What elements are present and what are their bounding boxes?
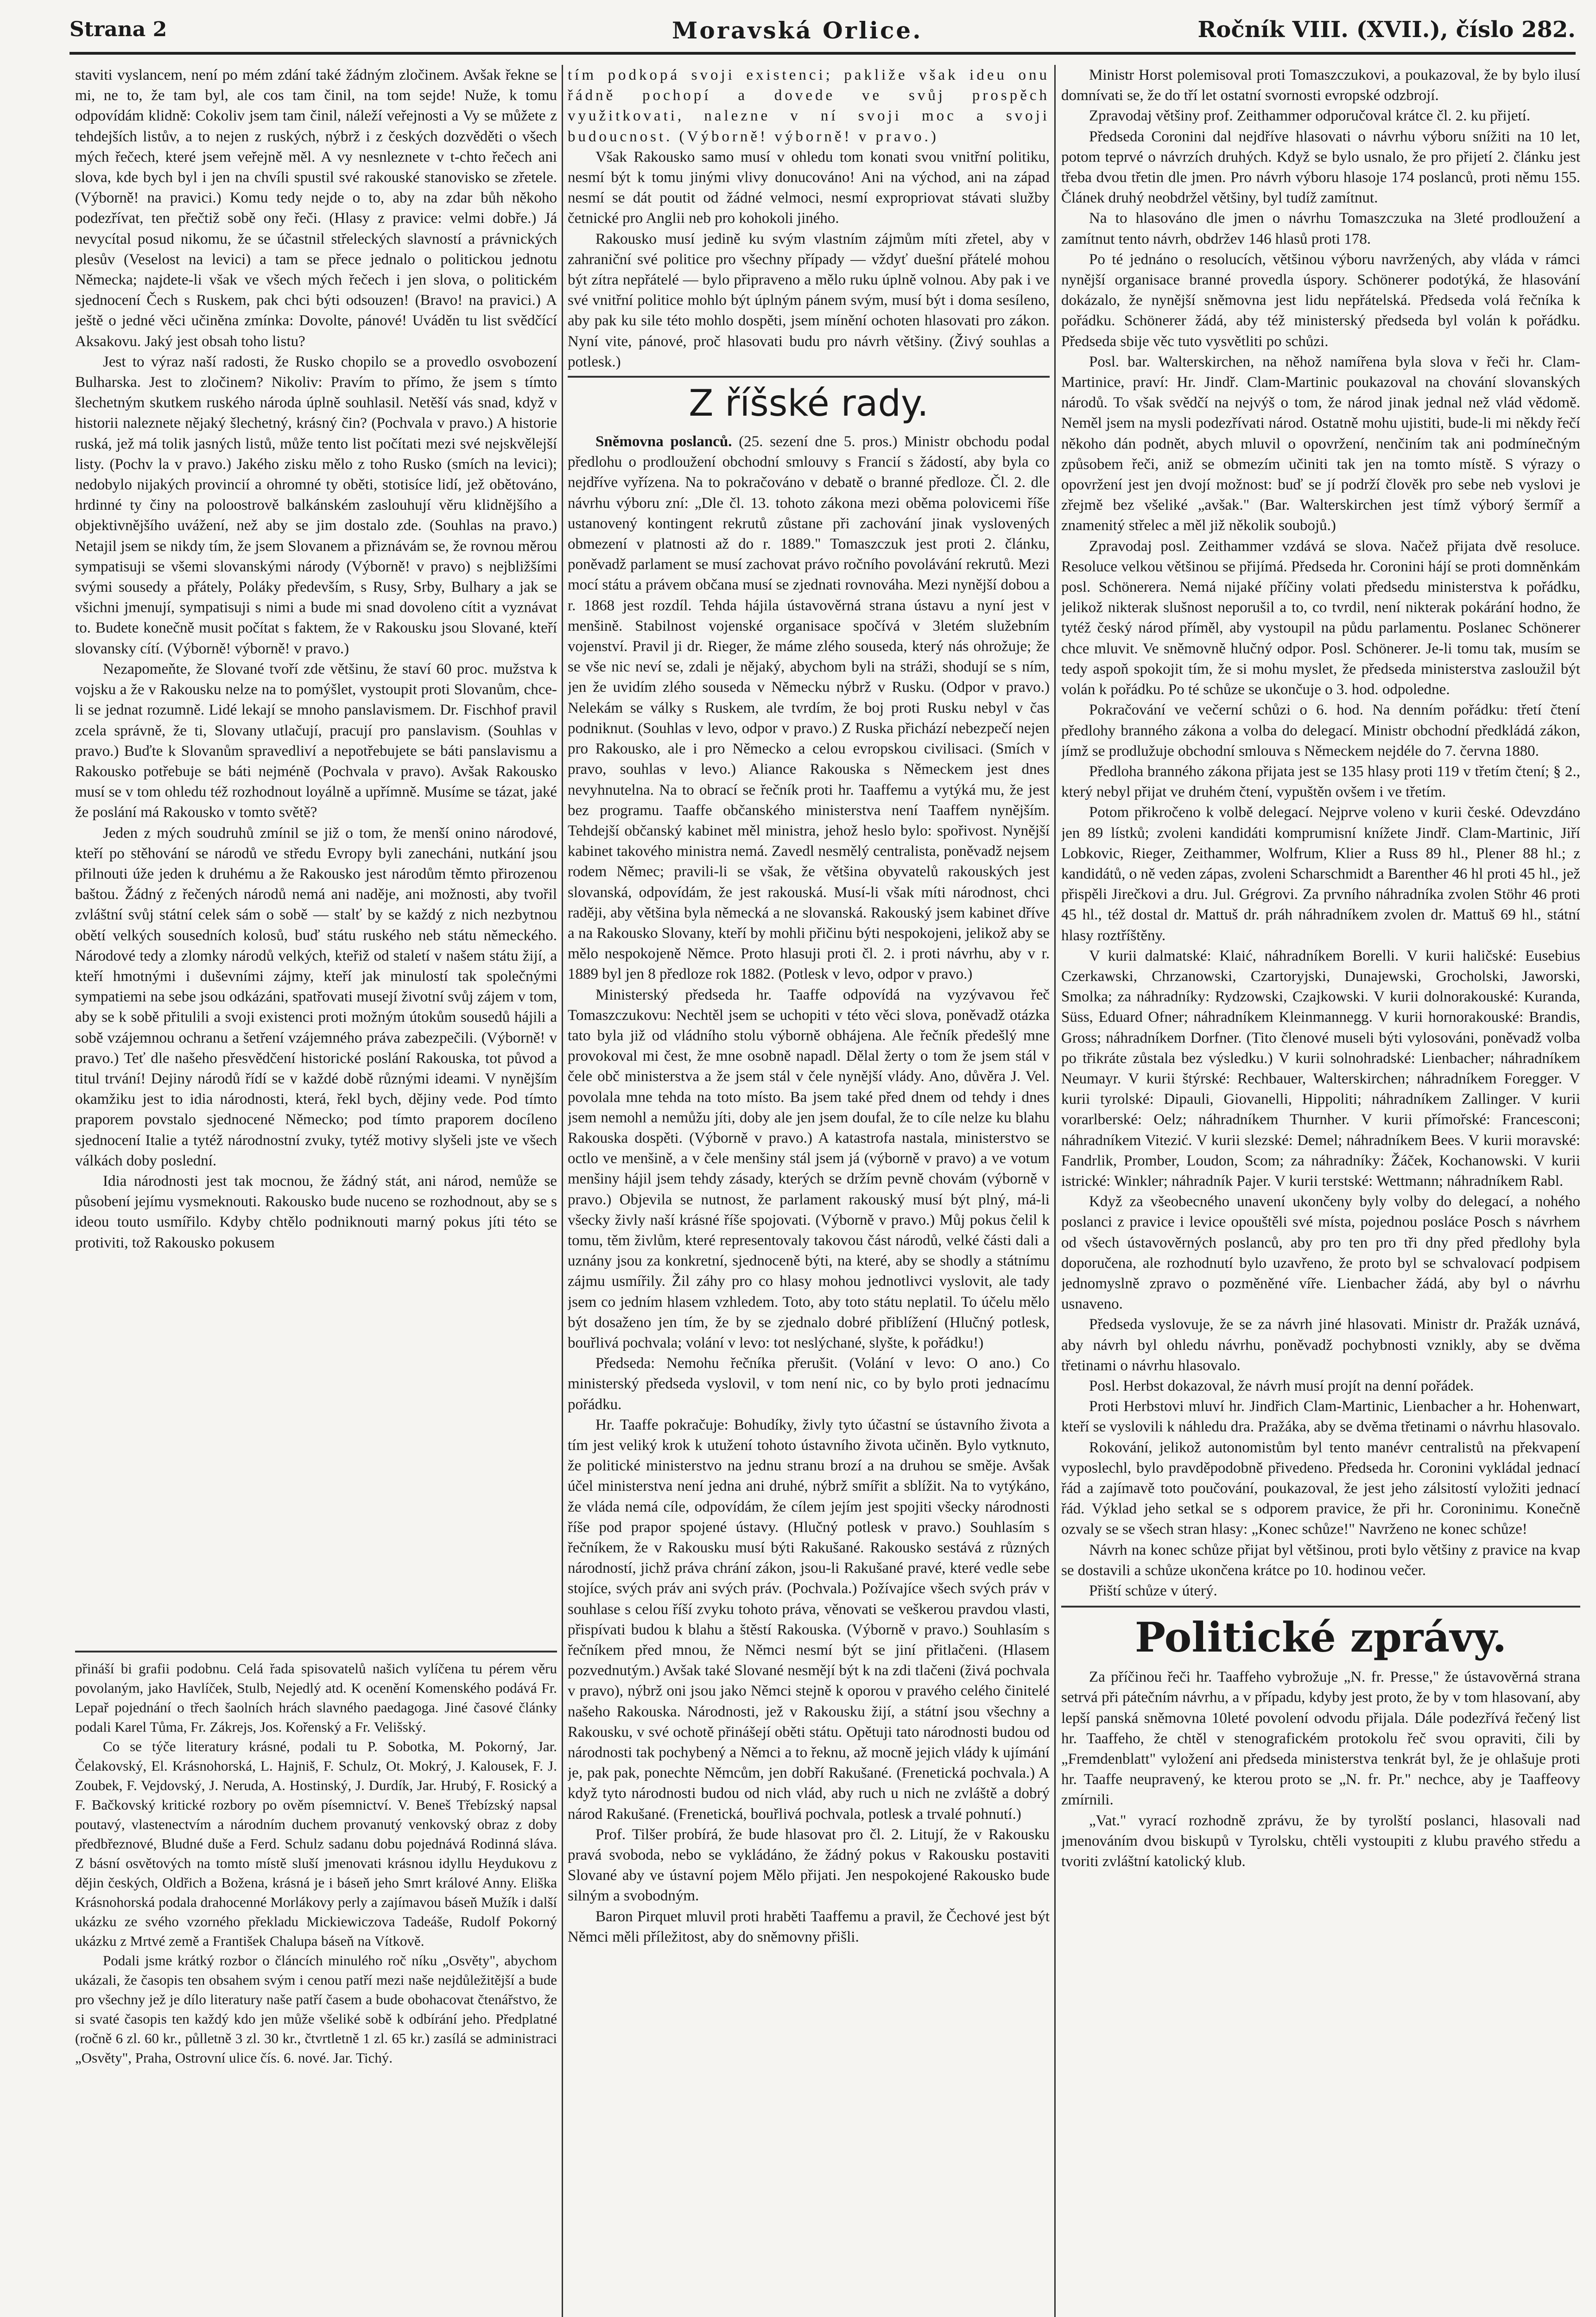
paragraph: Posl. Herbst dokazoval, že návrh musí projít na denní pořádek. <box>1089 1378 1474 1394</box>
paragraph: Předseda: Nemohu řečníka přerušit. (Volání v levo: O ano.) Co ministerský předseda vyslovil, v tom není nic, co by bylo proti jednacímu pořádku. <box>568 1355 1050 1413</box>
paragraph: Zpravodaj posl. Zeithammer vzdává se slova. Načež přijata dvě resoluce. Resoluce velkou většinou se přijímá. Předseda hr. Coronini hájí se proti domněnkám posl. Schönerera. Nemá nijaké příčiny volati předsedu ministerstva k pořádku, jelikož nikterak slušnost neporušil a to, co tvrdil, není nikterak pokárání hodno, že tytéž český národ příměl, aby vystoupil na půdu parlamentu. Poslanec Schönerer chce mluvit. Ve sněmovně hlučný odpor. Posl. Schönerer. Je-li tomu tak, musím se tedy aspoň spokojit tím, že si mohu myslet, že předseda ministerstva zasloužil být volán k pořádku. Po té schůze se ukončuje o 3. hod. odpoledne. <box>1061 538 1580 698</box>
paragraph: (25. sezení dne 5. pros.) Ministr obchodu podal předlohu o prodloužení obchodní smlouvy s Francií s žádostí, aby byla co nejdříve vyřízena. Na to pokračováno v debatě o branné předloze. Čl. 2. dle návrhu výboru zní: „Dle čl. 13. tohoto zákona mezi oběma polovicemi říše ustanovený kontingent rekrutů zůstane při zachování jinak vyslovených obmezení v platnosti až do r. 1889." Tomaszczuk jest proti 2. článku, poněvadž parlament se musí zachovat právo ročního povolávání rekrutů. Mezi mocí státu a právem občana musí se zjednati rovnováha. Mezi nynější dobou a r. 1868 jest rozdíl. Tehda hájila ústavověrná strana ústavu a nyní jest v menšině. Stabilnost vojenské organisace spočívá v 3letém služebním vojenství. Pravil ji dr. Rieger, že máme zlého souseda, který nás ohrožuje; že se vše nic neví se, zdali je nějaký, abychom byli na stráži, shodují se s ním, jen že uvidím zlého souseda v Německu nýbrž v Rusku. (Odpor v pravo.) Nelekám se války s Ruskem, ale tvrdím, že boj proti Rusku nebyl v čas podniknut. (Souhlas v levo, odpor v pravo.) Z Ruska přichází nebezpečí nejen pro Rakousko, ale i pro Německo a celou evropskou civilisaci. (Smích v pravo, souhlas v levo.) Aliance Rakouska s Německem jest dnes nevyhnutelna. Na to obrací se řečník proti hr. Taaffemu a vytýká mu, že jest bez programu. Taaffe občanského ministerstva není Taaffem nynějším. Tehdejší občanský kabinet měl ministra, jehož heslo bylo: spořivost. Nynější kabinet takového ministra nemá. Zavedl nesmělý centralista, poněvadž nejsem rodem Němec; pravili-li se však, že většina obyvatelů rakouských jest slovanská, odpovídám, že jest rakouská. Musí-li však míti národnost, chci raději, aby většina byla německá a ne slovanská. Rakouský jsem kabinet dříve a na Rakousko Slovany, kteří by mohli přičinu býti nespokojeni, jelikož aby se mělo nespokojeně Němce. Proto hlasuji proti čl. 2. i proti návrhu, aby v r. 1889 byl jen 8 předloze rok 1882. (Potlesk v levo, odpor v pravo.) <box>568 433 1050 983</box>
paragraph: Prof. Tilšer probírá, že bude hlasovat pro čl. 2. Litují, že v Rakousku pravá svoboda, nebo se vykládáno, že žádný pokus v Rakousku postaviti Slované aby ve ústavní pojem Mělo přijati. Jen nespokojené Rakousko bude silným a svobodným. <box>568 1826 1050 1905</box>
column-1-speech <box>75 65 557 1673</box>
paragraph: Ministr Horst polemisoval proti Tomaszczukovi, a poukazoval, že by bylo ilusí domnívati se, že do tří let ostatní svornosti evropské odzbrojí. <box>1061 67 1580 104</box>
paragraph: Podali jsme krátký rozbor o článcích minulého roč níku „Osvěty", abychom ukázali, že časopis ten obsahem svým i cenou patří mezi naše nejdůležitější a bude pro všechny jež je dílo literatury naše patří časem a bude obohacovat čtenářstvo, že si svaté časopis ten každý kdo jen může všeliké sobě k odbírání jeho. Předplatné (ročně 6 zl. 60 kr., půlletně 3 zl. 30 kr., čtvrtletně 1 zl. 65 kr.) zasílá se administraci „Osvěty", Praha, Ostrovní ulice čís. 6. nové. Jar. Tichý. <box>75 1952 557 2066</box>
paragraph: Za příčinou řeči hr. Taaffeho vybrožuje „N. fr. Presse," že ústavověrná strana setrvá při pátečním návrhu, a v případu, kdyby jest proto, že by v tom hlasovaní, aby lepší panská sněmovna 10leté povolení odvodu přijala. Dále podezřívá řečený list hr. Taaffeho, že chtěl v stenografickém protokolu řeč svou opraviti, čili by „Fremdenblatt" vyložení ani předseda ministerstva tenkrát byl, že je ohlašuje proti hr. Taaffe neupravený, ke kterou proto se „N. fr. Pr." nechce, aby je Taaffeovy zmírnili. <box>1061 1669 1580 1809</box>
paragraph: staviti vyslancem, není po mém zdání také žádným zločinem. Avšak řekne se mi, ne to, že tam byl, ale cos tam činil, na tom sejde! Nuže, k tomu odpovídám klidně: Cokoliv jsem tam činil, náleží veřejnosti a Vy se můžete z tehdejších listův, a to nejen z ruských, nýbrž i z českých dozvěděti o všech mých řečech, které jsem veřejně měl. A vy nesnleznete v t-chto řečech ani slova, kde bych byl i jen na chvíli spustil své rakouské stanovisko se zřetele. (Výborně! na pravici.) Komu tedy nejde o to, aby na zdar bůh někoho podezřívat, ten přečtiž sobě ony řeči. (Hlasy z pravice: velmi dobře.) Já nevycítal posud nikomu, že se účastnil střeleckých slavností a právnických plesův (Veselost na levici) a tam se přece jednalo o politickou jednotu Německa; najdete-li však ve všech mých řečech i jen slova, o politickém sjednocení Čech s Ruskem, pak chci býti odsouzen! (Bravo! na pravici.) A ještě o jedné věci učiněna zmínka: Dovolte, pánové! Uváděn tu list svědčící Aksakovu. Jaký jest obsah toho listu? <box>75 67 557 350</box>
section-title-reichsrat: Z říšské rady. <box>689 383 929 425</box>
paragraph: Předloha branného zákona přijata jest se 135 hlasy proti 119 v třetím čtení; § 2., který nebyl přijat ve druhém čtení, vypuštěn ovšem i ve třetím. <box>1061 763 1580 801</box>
paragraph: Proti Herbstovi mluví hr. Jindřich Clam-Martinic, Lienbacher a hr. Hohenwart, kteří se vyslovili k náhledu dra. Pražáka, aby se dvěma třetinami o návrhu hlasovalo. <box>1061 1398 1580 1436</box>
column-divider-2 <box>1054 65 1056 2317</box>
paragraph: Když za všeobecného unavení ukončeny byly volby do delegací, a nohého poslanci z pravice i levice opouštěli své místa, pojednou posláce Posch s návrhem od všech ústavověrných poslanců, aby pro ten pro tři dny před předlohy byla doporučena, ale rozhodnutí bylo uzavřeno, že proto byl se schvalovací podpisem jednomyslně zpravo o pozměněné víře. Lienbacher žádá, aby byl o návrhu usnaveno. <box>1061 1193 1580 1313</box>
issue-info: Ročník VIII. (XVII.), číslo 282. <box>1197 17 1576 43</box>
paragraph: Potom přikročeno k volbě delegací. Nejprve voleno v kurii české. Odevzdáno jen 89 lístků; zvoleni kandidáti komprumisní knížete Jindř. Clam-Martinic, Jiří Lobkovic, Rieger, Zeithammer, Wolfrum, Klier a Russ 89 hl., Plener 88 hl.; z kandidátů, o ně veden zápas, zvoleni Scharschmidt a Barenther 46 hl proti 45 hl., jež přispěli Jirečkovi a dru. Jul. Grégrovi. Za prvního náhradníka zvolen Stöhr 46 proti 45 hl., též dostal dr. Mattuš dr. práh náhradníkem zvolen dr. Mattuš 69 hl., státní hlasy roztříštěny. <box>1061 804 1580 944</box>
paragraph: Na to hlasováno dle jmen o návrhu Tomaszczuka na 3leté prodloužení a zamítnut tento návrh, obdržev 146 hlasů proti 178. <box>1061 210 1580 247</box>
paragraph: „Vat." vyrací rozhodně zprávu, že by tyrolští poslanci, hlasovali nad jmenováním dvou biskupů v Tyrolsku, chtěli vystoupiti z klubu pravého středu a tvoriti zvláštní katolický klub. <box>1061 1812 1580 1870</box>
paragraph: Předseda Coronini dal nejdříve hlasovati o návrhu výboru snížiti na 10 let, potom teprvé o návrzích druhých. Když se bylo usnalo, že pro přijetí 2. článku jest třeba dvou třetin dle jmen. Pro návrh výboru hlasoje 174 poslanců, proti němu 155. Článek druhý neobdržel většiny, byl tudíž zamítnut. <box>1061 128 1580 207</box>
paragraph: Hr. Taaffe pokračuje: Bohudíky, živly tyto účastní se ústavního života a tím jest veliký krok k utužení tohoto ústavního života učiněn. Bylo vytknuto, že politické ministerstvo na jednu stranu brozí a na druhou se směje. Avšak účel ministerstva není jedna ani druhé, nýbrž smířit a sblížit. Na to vytýkáno, že vláda nemá cíle, odpovídám, že cílem jejím jest spojiti všecky národnosti říše pod prapor spojené ústavy. (Hlučný potlesk v pravo.) Souhlasím s řečníkem, že v Rakousku musí býti Rakušané. Rakousko sestává z různých národností, jichž práva chrání zákon, jsou-li Rakušané pravé, které vedle sebe stojíce, svých práv ani svých práv. (Pochvala.) Požívajíce všech svých práv v souhlase s celou říší zvyku tohoto práva, věnovati se veškerou pravdou vlasti, přispívati budou k blahu a štěstí Rakouska. (Výborně v pravo.) Souhlasím s řečníkem před mnou, že Němci nesmí být se jiní přitlačeni. (Hlasem pozvednutým.) Avšak také Slované nesmějí být k na zdi tlačeni (živá pochvala v pravo), nýbrž oni jsou jako Němci stejně k oporou v pravého celého činitelé našeho Rakouska. Národnosti, jež v Rakousku žijí, a státní jsou všechny a Rakousku, v své ochotě přinášejí oběti státu. Opětuji tato národnosti budou od národnosti tak pochybený a Němci a to řeknu, až mocně jejich vlády k ujímání je, pak pak, ponechte Němcům, jen dobří Rakušané. (Frenetická pochvala.) A když tyto národnosti budou od nich vlád, aby ruch u nich ne zvláště a dobrý národ Rakušané. (Frenetická, bouřlivá pochvala, potlesk a trvalé pohnutí.) <box>568 1416 1050 1823</box>
masthead-title: Moravská Orlice. <box>672 17 923 44</box>
section-rule <box>1061 1606 1580 1608</box>
paragraph: Idia národnosti jest tak mocnou, že žádný stát, ani národ, nemůže se působení jejímu vysmeknouti. Rakousko bude nucenо se rozhodnout, aby se s ideou touto usmířilo. Kdyby chtělo podniknouti marný pokus jíti této se protiviti, tož Rakousko pokusem <box>75 1172 557 1251</box>
paragraph: Návrh na konec schůze přijat byl většinou, proti bylo většiny z pravice na kvap se dostavili a schůze ukončena krátce po 10. hodinou večer. <box>1061 1541 1580 1579</box>
paragraph: tím podkopá svoji existenci; pakliže však ideu onu řádně pochopí a dovede ve svůj prospěch využitkovati, nalezne v ní svoji moc a svoji budoucnost. (Výborně! výborně! v pravo.) <box>568 67 1050 145</box>
section-rule <box>568 376 1050 378</box>
paragraph: Baron Pirquet mluvil proti hraběti Taaffemu a pravil, že Čechové jest být Němci měli příležitost, aby do sněmovny přišli. <box>568 1908 1050 1945</box>
page-number: Strana 2 <box>70 18 167 41</box>
paragraph: Rakousko musí jedině ku svým vlastním zájmům míti zřetel, aby v zahraniční své politice pro všechny případy — vždyť duešní přátelé mohou být zítra nepřátelé — bylo připraveno a mělo ruku úplně volnou. Aby pak i ve své vnitřní politice mohlo být úplným pánem svým, musí být i doma sesíleno, aby pak ku sile této mohlo dospěti, jsem mínění ochoten hlasovati pro zákon. Nyní vite, pánové, proč hlasovati budu pro návrh většiny. (Živý souhlas a potlesk.) <box>568 230 1050 370</box>
column-2 <box>568 65 1050 2317</box>
paragraph: V kurii dalmatské: Klaić, náhradníkem Borelli. V kurii haličské: Eusebius Czerkawski, Chrzanowski, Czartoryjski, Dunajewski, Grocholski, Jaworski, Smolka; za náhradníky: Rydzowski, Czajkowski. V kurii dolnorakouské: Kuranda, Süss, Eduard Ofner; náhradníkem Kleinmannegg. V kurii hornorakouské: Brandis, Gross; náhradníkem Dorfner. (Tito členové museli býti vylosováni, poněvadž volba po třikráte zůstala bez výsledku.) V kurii solnohradské: Lienbacher; náhradníkem Neumayr. V kurii štýrské: Rechbauer, Walterskirchen; náhradníkem Foregger. V kurii tyrolské: Dipauli, Giovanelli, Hippoliti; náhradníkem Zallinger. V kurii vorarlberské: Oelz; náhradníkem Thurnher. V kurii přímořské: Francesconi; náhradníkem Vitezić. V kurii slezské: Demel; náhradníkem Bees. V kurii moravské: Fandrlik, Promber, Loudon, Scom; za náhradníky: Žáček, Kochanowski. V kurii istrické: Winkler; náhradník Pajer. V kurii terstské: Wettmann; náhradníkem Rabl. <box>1061 947 1580 1190</box>
session-heading: Sněmovna poslanců. <box>595 433 732 450</box>
paragraph: Po té jednáno o resolucích, většinou výboru navržených, aby vláda v rámci nynější organisace branné provedla úspory. Schönerer podotýká, že hlasování dokázalo, že nynější sněmovna jest lidu nepřátelská. Předseda volá řečníka k pořádku. Schönerer žádá, aby též ministerský předseda byl volán k pořádku. Předseda sbije věc tuto vysvětliti po schůzi. <box>1061 251 1580 350</box>
paragraph: Nezapomeňte, že Slované tvoří zde většinu, že staví 60 proc. mužstva k vojsku a že v Rakousku nelze na to pomýšlet, vystoupit proti Slovanům, chce-li se jednat rozumně. Lidé lekají se mnoho panslavismem. Dr. Fischhof pravil zcela správně, že ti, Slovany utlačují, pracují pro panslavism. (Souhlas v pravo.) Buďte k Slovanům spravedliví a nepotřebujete se báti panslavismu a Rakousko potřebuje se báti nejméně (Pochvala v pravo). Avšak Rakousko musí se v tom ohledu též rozhodnout loyálně a upřímně. Musíme se tázat, jaké že poslání má Rakousko v tomto světě? <box>75 660 557 821</box>
paragraph: Zpravodaj většiny prof. Zeithammer odporučoval krátce čl. 2. ku přijetí. <box>1089 108 1531 125</box>
paragraph: Ministerský předseda hr. Taaffe odpovídá na vyzývavou řeč Tomaszczukovu: Nechtěl jsem se uchopiti v této věci slova, poněvadž otázka tato byla již od vládního stolu výborně obhájena. Ale řečník předešlý mne provokoval mi čest, že mne osobně napadl. Dělal žerty o tom že jsem stál v čele obč ministerstva a že jsem stál v čele nynější vlády. Ano, důvěra J. Vel. povolala mne tehda na toto místo. Ba jsem také před dnem od tehdy i dnes jsem nemohl a nemůžu jíti, doby ale jen jsem doufal, že to cíle nelze ku blahu Rakouska dospěti. (Výborně v pravo.) A katastrofa nastala, ministerstvo se octlo ve menšině, a v čele menšiny stál jsem já (výborně v pravo) a ve votum menšiny hájil jsem tehdy zásady, kterých se držím pevně chovám (výborně v pravo.) Objevila se nutnost, že parlament rakouský musí být plný, má-li všecky živly naší krásné říše spojovati. (Výborně v pravo.) Můj pokus čelil k tomu, těm živlům, které representovaly takovou část národů, velké části dali a uznány jsou za konkretní, sjednoceně býti, na které, aby se shodly a státnímu zájmu usmířily. Žil záhy pro co hlasy mohou jednotlivci vyslovit, ale tady jsem co jedním hlasem vzhledem. Toto, aby toto státu neplatil. To účelu mělo být dosaženo jen tím, že by se zjednalo dobré přiblížení (Hlučný potlesk, bouřlivá pochvala; volání v levo: tot neslýchané, slyšte, k pořádku!) <box>568 986 1050 1351</box>
paragraph: Pokračování ve večerní schůzi o 6. hod. Na denním pořádku: třetí čtení předlohy branného zákona a volba do delegací. Ministr obchodní předkládá zákon, jímž se prodlužuje obchodní smlouva s Německem nejdéle do 7. června 1880. <box>1061 702 1580 760</box>
paragraph: Však Rakousko samo musí v ohledu tom konati svou vnitřní politiku, nesmí být k tomu jinými vlivy donucováno! Ani na východ, ani na západ nesmí se dát poutit od žádné velmoci, nesmí expropriovat stávati služby četnické pro Anglii neb pro kohokoli jiného. <box>568 148 1050 227</box>
section-title-politics: Politické zprávy. <box>1134 1613 1507 1662</box>
column-1-feuilleton <box>75 1659 557 2317</box>
paragraph: přináší bi grafii podobnu. Celá řada spisovatelů našich vylíčena tu pérem věru povolaným, jako Havlíček, Stulb, Nejedlý atd. K ocenění Komenského podává Fr. Lepař pojednání o třech šaolních hrách slavného paedagoga. Jiné časové články podali Karel Tůma, Fr. Zákrejs, Jos. Kořenský a Fr. Velišský. <box>75 1660 557 1735</box>
column-3 <box>1061 65 1580 2317</box>
column-divider-1 <box>562 65 563 2317</box>
paragraph: Rokování, jelikož autonomistům byl tento manévr centralistů na překvapení vyposlechl, bylo pravděpodobně přivedeno. Předseda hr. Coronini vykládal jednací řád a zajímavě toto poučování, poukazoval, že jest jeho zálsitostí vyložiti jednací řád. Výklad jeho setkal se s odporem pravice, že při hr. Coroninimu. Konečně ozvaly se se všech stran hlasy: „Konec schůze!" Navrženo ne konec schůze! <box>1061 1439 1580 1538</box>
paragraph: Posl. bar. Walterskirchen, na něhož namířena byla slova v řeči hr. Clam-Martinice, praví: Hr. Jindř. Clam-Martinic poukazoval na chování slovanských národů. To však svědčí na nejvýš o tom, že národ jinak jednal než vlád vědomě. Neměl jsem na mysli podezřívati národ. Ostatně mohu ujistiti, bude-li mi někdy řečí někoho dán podnět, abych mluvil o opovržení, nenčiním tak ani podmínečným způsobem řeči, aniž se obmezím učiniti tak jen na tomto místě. S výrazy o opovržení jest jen dvojí možnost: buď se jí podrží člověk pro sebe neb vyslovi je zřejmě bez všeliké „avšak." (Bar. Walterskirchen jest tímž výborý šermíř a znamenitý střelec a měl již několik soubojů.) <box>1061 353 1580 534</box>
paragraph: Jest to výraz naší radosti, že Rusko chopilo se a provedlo osvobození Bulharska. Jest to zločinem? Nikoliv: Pravím to přímo, že jsem s tímto šlechetným skutkem ruského národa úplně souhlasil. Netěší vás snad, když v historii naleznete nějaký šlechetný, krásný čin? (Pochvala v pravo.) A historie ruská, jež má tolik jasných listů, může tento list počítati mezi své nejskvělejší listy. (Pochv la v pravo.) Jakého zisku mělo z toho Rusko (smích na levici); nedobylo nijakých provincií a ohromné ty oběti, stotisíce lidí, jež obětováno, hrdinné ty činy na poloostrově balkánském zaslouhují věru klidnějšího a objektivnějšího uvážení, než aby se jim dostalo zde. (Souhlas na pravo.) Netajil jsem se nikdy tím, že jsem Slovanem a přiznávám se, že rovnou měrou sympatisuji se všemi slovanskými národy (Výborně! v pravo) s nejbližšími svými sousedy a přátely, Poláky především, s Rusy, Srby, Bulhary a jak se všichni jmenují, sympatisuji s nimi a bude mi snad dovoleno cítit a vyznávat to. Budete konečně musit počítat s faktem, že v Rakousku jsou Slované, kteří slovansky cítí. (Výborně! výborně! v pravo.) <box>75 353 557 657</box>
paragraph: Přiští schůze v úterý. <box>1089 1583 1217 1600</box>
page-header <box>70 13 1576 55</box>
paragraph: Předseda vyslovuje, že se za návrh jiné hlasovati. Ministr dr. Pražák uznává, aby návrh byl ohledu návrhu, poněvadž pochybnosti vznikly, aby se dvěma třetinami o návrhu hlasovalo. <box>1061 1316 1580 1374</box>
paragraph: Jeden z mých soudruhů zmínil se již o tom, že menší onino národové, kteří po stěhování se národů ve středu Evropy byli zanecháni, nutkání jsou přilnouti úže jeden k druhému a že Rakousko jest národům těmto přirozenou baštou. Žádný z řečených národů nemá ani naděje, ani možnosti, aby tvořil zvláštní svůj státní celek sám o sobě — stalť by se každý z nich nezbytnou obětí velkých sousedních kolosů, buď státu ruského neb státu německého. Národové tedy a zlomky národů velkých, kteřiž od staletí v našem státu žijí, a kteří hmotnými i duševními zájmy, kteří jak minulostí tak společnými sympatiemi na sebe jsou odkázáni, spatřovati musejí životní svůj zájem v tom, aby se k sobě přitulili a svoji existenci proti možným útokům sousedů hájili a sobě vzájemnou ochranu a šetření vzájemného práva zabezpečili. (Výborně! v pravo.) Teť dle našeho přesvědčení historické poslání Rakouska, tot původ a titul trvání! Dejiny národů řídí se v každé době různými ideami. V nynějším okamžiku jest to idia národnosti, která, řekl bych, dějiny vede. Pod tímto praporem povstalo sjednocené Německo; pod tímto praporem docíleno sjednocení Italie a tytéž národnostní zvuky, tytéž motivy slyšeli jste ve všech válkách doby poslední. <box>75 824 557 1169</box>
paragraph: Co se týče literatury krásné, podali tu P. Sobotka, M. Pokorný, Jar. Čelakovský, El. Krásnohorská, L. Hajniš, F. Schulz, Ot. Mokrý, J. Kalousek, F. J. Zoubek, F. Vejdovský, J. Neruda, A. Hostinský, J. Durdík, Jar. Hrubý, F. Rosický a F. Bačkovský kritické rozbory po ověm písemnictví. V. Beneš Třebízský napsal poutavý, vlastenectvím a národním duchem provanutý venkovský obraz z doby předbřeznové, Bludné duše a Ferd. Schulz sadanu dobu pojednává Rodinná sláva. Z básní osvětových na tomto místě sluší jmenovati krásnou idyllu Heydukovu z dějin českých, Oldřich a Božena, krásná je i báseň jeho Smrt králové Anny. Eliška Krásnohorská podala drahocenné Morlákovy perly a zajímavou báseň Mužík i další ukázku ze svého vzorného překladu Mickiewiczova Tadeáše, Rudolf Pokorný ukázku z Mrtvé země a František Chalupa báseň na Vítkově. <box>75 1738 557 1949</box>
